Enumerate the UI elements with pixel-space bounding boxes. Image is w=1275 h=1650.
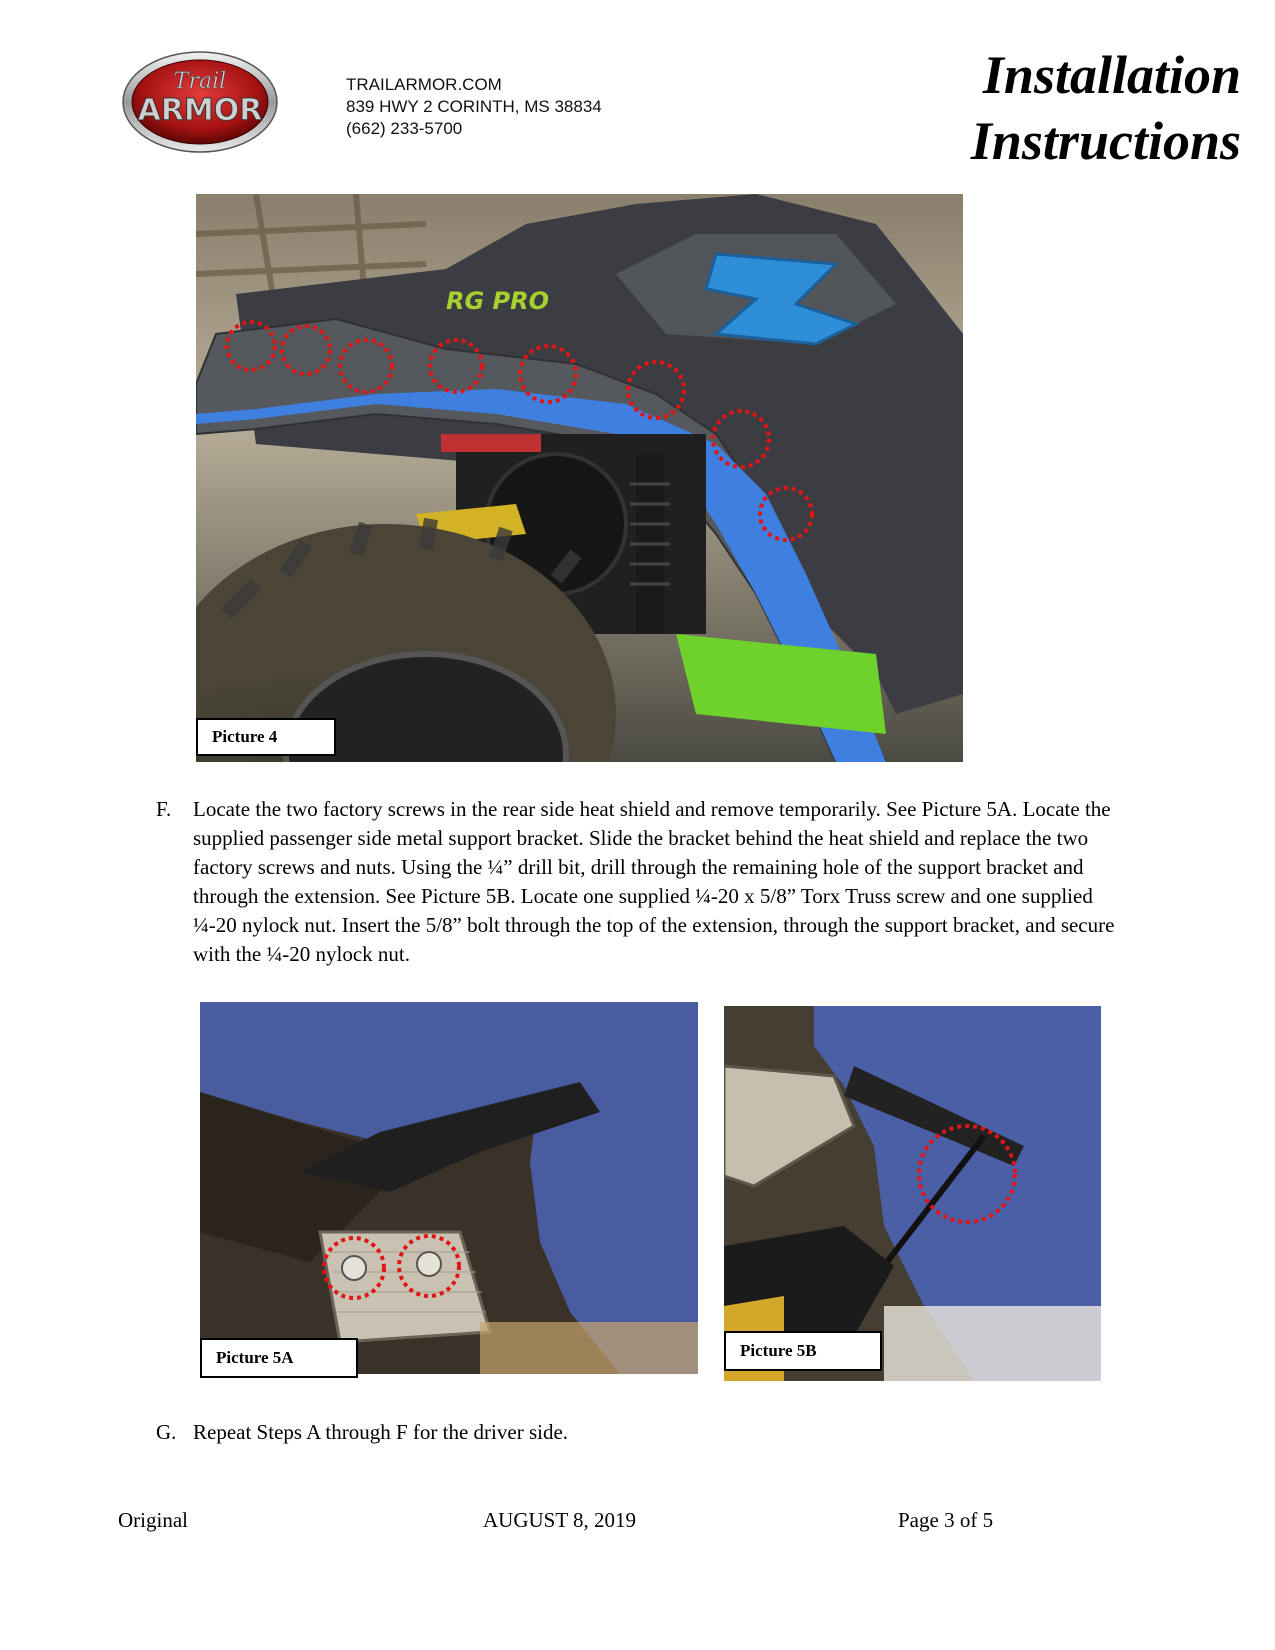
footer-date: AUGUST 8, 2019 <box>483 1508 637 1532</box>
picture-5b-photo <box>724 1006 1101 1381</box>
title-line-2: Instructions <box>970 111 1241 171</box>
step-f-text: Locate the two factory screws in the rear side heat shield and remove temporarily. See Picture 5A. Locate the supplied passenger side metal support bracket. Slide the bracket behind the heat shield and replace the two factory screws and nuts. Using the ¼” drill bit, drill through the remaining hole of the support bracket and through the extension. See Picture 5B. Locate one supplied ¼-20 x 5/8” Torx Truss screw and one supplied ¼-20 nylock nut. Insert the 5/8” bolt through the top of the extension, through the support bracket, and secure with the ¼-20 nylock nut. <box>193 797 1115 966</box>
company-website: TRAILARMOR.COM <box>346 75 502 94</box>
picture-5b-caption: Picture 5B <box>724 1331 882 1371</box>
picture-5a-photo <box>200 1002 698 1374</box>
company-phone: (662) 233-5700 <box>346 119 463 138</box>
step-f-letter: F. <box>156 797 172 821</box>
title-line-1: Installation <box>982 45 1241 105</box>
logo-text-armor: ARMOR <box>137 93 263 128</box>
step-f <box>156 795 1136 969</box>
step-g-text: Repeat Steps A through F for the driver side. <box>193 1420 569 1444</box>
trail-armor-logo <box>120 48 280 156</box>
rg-pro-decal: RG PRO <box>446 287 550 315</box>
footer-page-number: Page 3 of 5 <box>898 1508 994 1532</box>
logo-text-trail: Trail <box>173 69 227 94</box>
company-info <box>346 74 602 140</box>
picture-4-caption: Picture 4 <box>196 718 336 756</box>
step-g <box>156 1418 1136 1447</box>
picture-4-photo <box>196 194 963 762</box>
step-g-letter: G. <box>156 1420 177 1444</box>
footer-revision: Original <box>118 1508 188 1532</box>
picture-5a-caption: Picture 5A <box>200 1338 358 1378</box>
company-address: 839 HWY 2 CORINTH, MS 38834 <box>346 97 602 116</box>
document-title <box>971 42 1241 174</box>
